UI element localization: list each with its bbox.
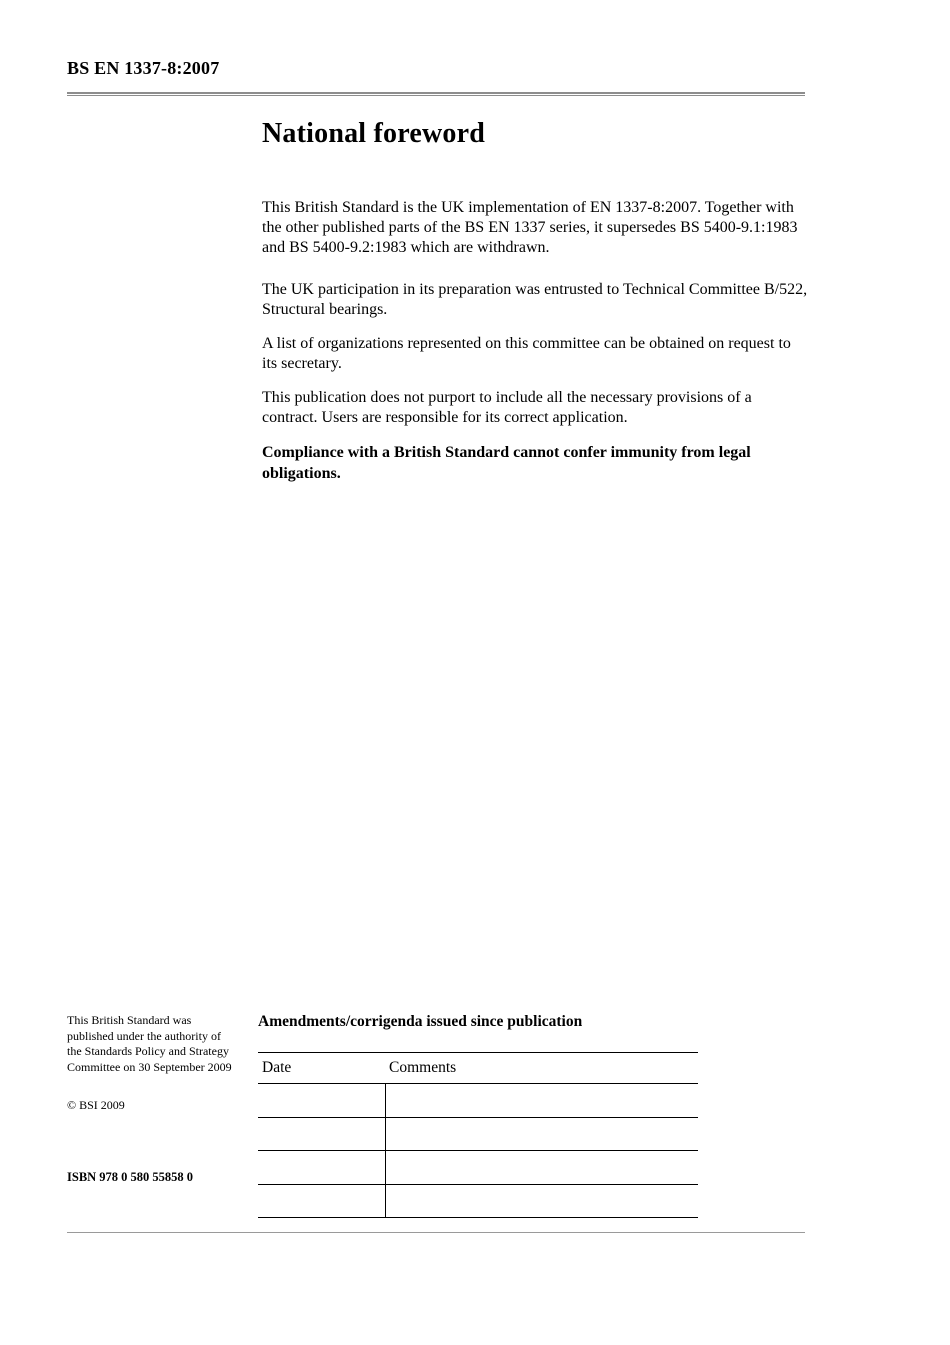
compliance-notice: Compliance with a British Standard cannot confer immunity from legal obligations. <box>262 444 751 482</box>
amendments-table <box>258 1052 698 1218</box>
table-column-divider <box>385 1084 386 1218</box>
amendments-table-body <box>258 1084 698 1218</box>
foreword-paragraph: The UK participation in its preparation was entrusted to Technical Committee B/522, Structural bearings. <box>262 281 808 318</box>
page-title: National foreword <box>262 118 485 149</box>
amendments-section <box>258 1013 698 1218</box>
footer-sidebar <box>67 1013 235 1185</box>
amendments-table-row <box>258 1118 698 1152</box>
amendments-table-row <box>258 1185 698 1219</box>
isbn-number: ISBN 978 0 580 55858 0 <box>67 1169 194 1184</box>
amendments-table-row <box>258 1151 698 1185</box>
document-number: BS EN 1337-8:2007 <box>67 58 220 78</box>
comments-column-header: Comments <box>389 1059 457 1076</box>
copyright-notice: © BSI 2009 <box>67 1098 125 1112</box>
date-column-header: Date <box>262 1059 292 1076</box>
amendments-heading: Amendments/corrigenda issued since publication <box>258 1013 583 1030</box>
foreword-paragraph: A list of organizations represented on this committee can be obtained on request to its secretary. <box>262 335 791 372</box>
header-double-rule <box>67 92 805 96</box>
foreword-paragraph: This British Standard is the UK implementation of EN 1337-8:2007. Together with the other published parts of the BS EN 1337 series, it supersedes BS 5400-9.1:1983 and BS 5400-9.2:1983 which are withdrawn. <box>262 199 798 256</box>
main-content <box>262 118 808 498</box>
foreword-paragraph: This publication does not purport to include all the necessary provisions of a contract. Users are responsible for its correct application. <box>262 389 752 426</box>
publication-note: This British Standard was published under the authority of the Standards Policy and Strategy Committee on 30 September 2009 <box>67 1013 232 1074</box>
amendments-table-header-row <box>258 1053 698 1084</box>
amendments-table-row <box>258 1084 698 1118</box>
footer-rule <box>67 1232 805 1233</box>
